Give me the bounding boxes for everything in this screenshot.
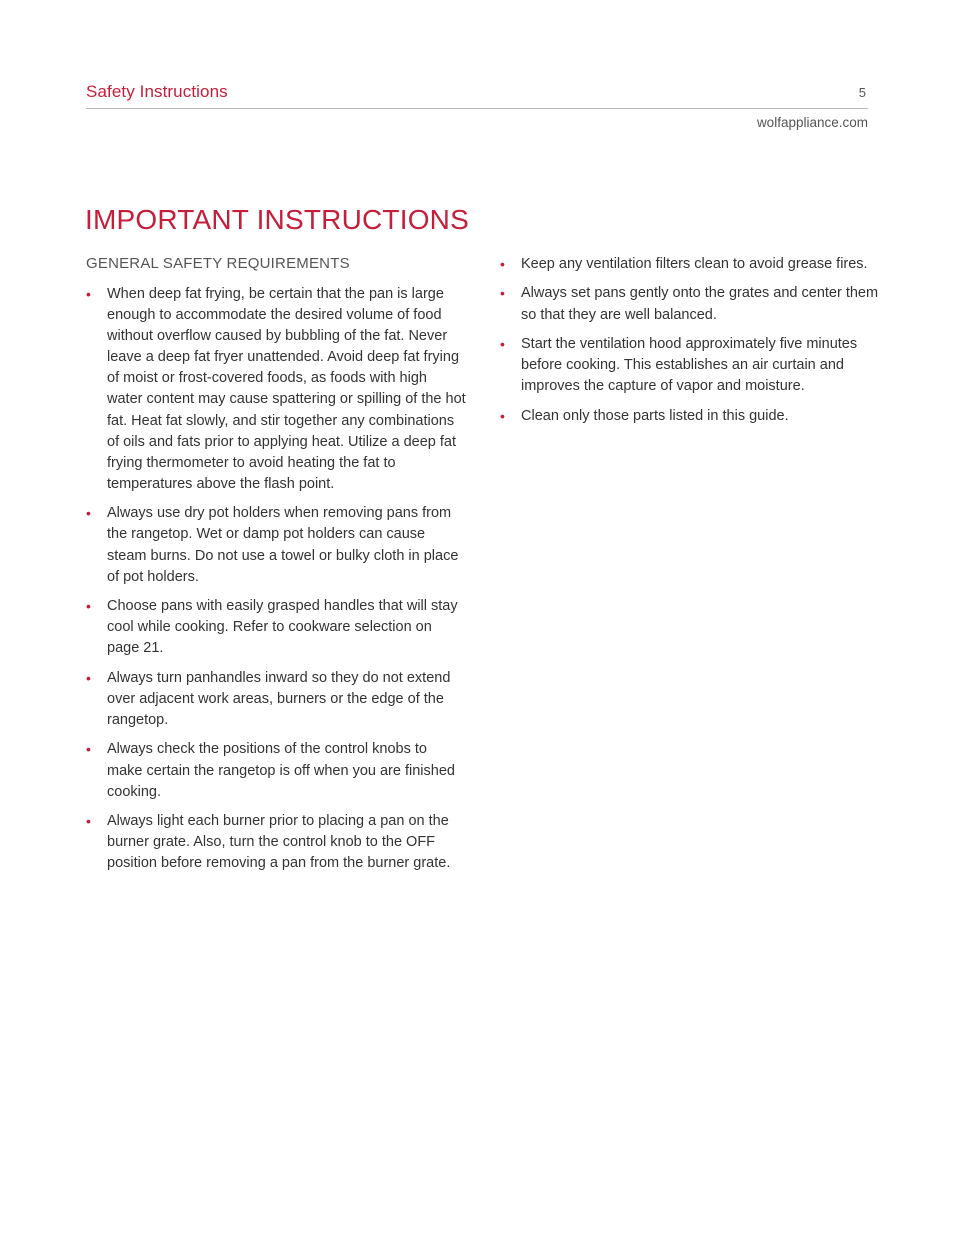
list-item [500,283,880,325]
list-item-text: Always check the positions of the control knobs to make certain the rangetop is off when you are finished cooking. [107,741,455,800]
list-item-text: Start the ventilation hood approximately five minutes before cooking. This establishes an air curtain and improves the capture of vapor and moisture. [521,336,858,395]
bullet-icon: • [86,813,91,830]
bullet-icon: • [86,286,91,302]
list-item [86,503,466,587]
list-item [86,668,466,731]
bullet-icon: • [86,669,91,686]
bullet-icon: • [86,598,91,615]
bullet-icon: • [500,256,505,272]
website-url: wolfappliance.com [756,115,868,130]
list-item [86,739,466,802]
list-item [500,334,880,397]
page-title: IMPORTANT INSTRUCTIONS [85,204,469,235]
list-item-text: Clean only those parts listed in this guide. [521,407,789,424]
list-item [86,596,466,659]
bullet-icon: • [86,505,91,522]
bullet-icon: • [500,285,505,302]
list-item-text: Always set pans gently onto the grates and center them so that they are well balanced. [521,285,879,323]
section-subheading: GENERAL SAFETY REQUIREMENTS [86,255,350,272]
list-item [500,406,880,427]
bullet-icon: • [86,741,91,758]
list-item-text: Always use dry pot holders when removing pans from the rangetop. Wet or damp pot holders can cause steam burns. Do not use a towel or bulky cloth in place of pot holders. [107,505,459,585]
list-item-text: Always light each burner prior to placing a pan on the burner grate. Also, turn the control knob to the OFF position before removing a pan from the burner grate. [107,813,451,872]
list-item-text: When deep fat frying, be certain that the pan is large enough to accommodate the desired volume of food without overflow caused by bubbling of the fat. Never leave a deep fat fryer unattended. Avoid deep fat frying of moist or frost-covered foods, as foods with high water content may cause spattering or spilling of the hot fat. Heat fat slowly, and stir together any combinations of oils and fats prior to applying heat. Utilize a deep fat frying thermometer to avoid heating the fat to temperatures above the flash point. [107,286,466,492]
header-divider [86,108,868,109]
left-column [86,254,466,883]
section-title: Safety Instructions [86,82,228,101]
list-item [86,811,466,874]
right-column [500,254,880,435]
list-item [86,284,466,495]
list-item-text: Choose pans with easily grasped handles that will stay cool while cooking. Refer to cookware selection on page 21. [107,598,458,657]
bullet-icon: • [500,336,505,353]
bullet-icon: • [500,407,505,424]
list-item-text: Always turn panhandles inward so they do not extend over adjacent work areas, burners or the edge of the rangetop. [107,669,451,728]
list-item [500,254,880,275]
safety-list-right [500,254,880,427]
safety-list-left [86,284,466,874]
page-number: 5 [858,85,866,100]
list-item-text: Keep any ventilation filters clean to avoid grease fires. [521,256,868,272]
